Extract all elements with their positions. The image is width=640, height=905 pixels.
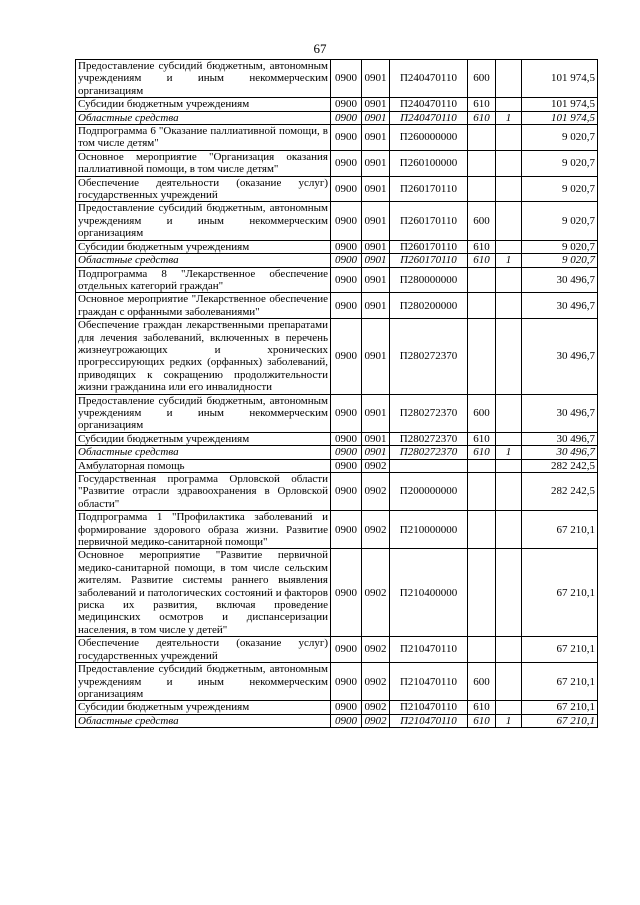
subsection-code-cell: 0901 <box>362 202 390 240</box>
item-name-cell: Субсидии бюджетным учреждениям <box>76 432 331 445</box>
amount-cell: 67 210,1 <box>522 511 598 549</box>
target-article-cell: П280272370 <box>390 446 468 459</box>
section-code-cell: 0900 <box>331 150 362 176</box>
amount-cell: 101 974,5 <box>522 98 598 111</box>
expense-type-cell: 610 <box>468 446 496 459</box>
expense-type-cell: 600 <box>468 60 496 98</box>
expense-type-cell: 600 <box>468 663 496 701</box>
subsection-code-cell: 0902 <box>362 459 390 472</box>
funding-source-cell: 1 <box>496 714 522 727</box>
expense-type-cell: 610 <box>468 432 496 445</box>
funding-source-cell <box>496 60 522 98</box>
subsection-code-cell: 0901 <box>362 125 390 151</box>
section-code-cell: 0900 <box>331 446 362 459</box>
funding-source-cell <box>496 701 522 714</box>
item-name-cell: Обеспечение граждан лекарственными препаратами для лечения заболеваний, включенных в перечень жизнеугрожающих и хронических прогрессирующих редких (орфанных) заболеваний, приводящих к сокращению продолжительности жизни гражданина или его инвалидности <box>76 319 331 394</box>
subsection-code-cell: 0901 <box>362 319 390 394</box>
target-article-cell: П280272370 <box>390 432 468 445</box>
target-article-cell: П260100000 <box>390 150 468 176</box>
subsection-code-cell: 0902 <box>362 473 390 511</box>
subsection-code-cell: 0901 <box>362 293 390 319</box>
expense-type-cell <box>468 267 496 293</box>
funding-source-cell <box>496 511 522 549</box>
funding-source-cell <box>496 394 522 432</box>
subsection-code-cell: 0902 <box>362 714 390 727</box>
target-article-cell: П260000000 <box>390 125 468 151</box>
section-code-cell: 0900 <box>331 701 362 714</box>
item-name-cell: Амбулаторная помощь <box>76 459 331 472</box>
expense-type-cell <box>468 176 496 202</box>
item-name-cell: Подпрограмма 1 "Профилактика заболеваний и формирование здорового образа жизни. Развитие первичной медико-санитарной помощи" <box>76 511 331 549</box>
table-row <box>76 459 598 472</box>
table-row <box>76 714 598 727</box>
section-code-cell: 0900 <box>331 176 362 202</box>
table-row <box>76 111 598 124</box>
target-article-cell: П280200000 <box>390 293 468 319</box>
funding-source-cell <box>496 267 522 293</box>
expense-type-cell <box>468 319 496 394</box>
subsection-code-cell: 0902 <box>362 511 390 549</box>
amount-cell: 67 210,1 <box>522 714 598 727</box>
amount-cell: 30 496,7 <box>522 293 598 319</box>
expense-type-cell: 610 <box>468 701 496 714</box>
target-article-cell: П210470110 <box>390 637 468 663</box>
table-row <box>76 98 598 111</box>
amount-cell: 9 020,7 <box>522 202 598 240</box>
funding-source-cell <box>496 125 522 151</box>
table-row <box>76 549 598 637</box>
item-name-cell: Областные средства <box>76 254 331 267</box>
item-name-cell: Субсидии бюджетным учреждениям <box>76 701 331 714</box>
subsection-code-cell: 0902 <box>362 637 390 663</box>
funding-source-cell <box>496 473 522 511</box>
item-name-cell: Основное мероприятие "Организация оказания паллиативной помощи, в том числе детям" <box>76 150 331 176</box>
target-article-cell: П210470110 <box>390 663 468 701</box>
table-row <box>76 663 598 701</box>
subsection-code-cell: 0901 <box>362 98 390 111</box>
section-code-cell: 0900 <box>331 60 362 98</box>
section-code-cell: 0900 <box>331 663 362 701</box>
subsection-code-cell: 0901 <box>362 111 390 124</box>
section-code-cell: 0900 <box>331 459 362 472</box>
target-article-cell: П240470110 <box>390 98 468 111</box>
expense-type-cell <box>468 511 496 549</box>
table-row <box>76 176 598 202</box>
expense-type-cell <box>468 293 496 319</box>
funding-source-cell <box>496 176 522 202</box>
table-row <box>76 446 598 459</box>
target-article-cell: П280000000 <box>390 267 468 293</box>
expense-type-cell: 610 <box>468 240 496 253</box>
item-name-cell: Субсидии бюджетным учреждениям <box>76 98 331 111</box>
funding-source-cell <box>496 240 522 253</box>
section-code-cell: 0900 <box>331 293 362 319</box>
amount-cell: 67 210,1 <box>522 663 598 701</box>
table-row <box>76 637 598 663</box>
expense-type-cell <box>468 549 496 637</box>
section-code-cell: 0900 <box>331 125 362 151</box>
target-article-cell: П210000000 <box>390 511 468 549</box>
funding-source-cell <box>496 637 522 663</box>
item-name-cell: Подпрограмма 6 "Оказание паллиативной помощи, в том числе детям" <box>76 125 331 151</box>
expense-type-cell <box>468 150 496 176</box>
table-row <box>76 394 598 432</box>
expense-type-cell: 610 <box>468 714 496 727</box>
funding-source-cell <box>496 98 522 111</box>
section-code-cell: 0900 <box>331 473 362 511</box>
table-row <box>76 701 598 714</box>
table-row <box>76 202 598 240</box>
funding-source-cell <box>496 202 522 240</box>
page-number: 67 <box>313 41 327 56</box>
item-name-cell: Предоставление субсидий бюджетным, автономным учреждениям и иным некоммерческим организациям <box>76 663 331 701</box>
item-name-cell: Областные средства <box>76 111 331 124</box>
amount-cell: 9 020,7 <box>522 150 598 176</box>
item-name-cell: Предоставление субсидий бюджетным, автономным учреждениям и иным некоммерческим организациям <box>76 202 331 240</box>
target-article-cell: П240470110 <box>390 60 468 98</box>
funding-source-cell <box>496 293 522 319</box>
subsection-code-cell: 0901 <box>362 150 390 176</box>
target-article-cell: П280272370 <box>390 394 468 432</box>
table-row <box>76 254 598 267</box>
expense-type-cell: 610 <box>468 111 496 124</box>
amount-cell: 9 020,7 <box>522 240 598 253</box>
table-row <box>76 319 598 394</box>
target-article-cell: П210470110 <box>390 714 468 727</box>
target-article-cell: П240470110 <box>390 111 468 124</box>
target-article-cell: П280272370 <box>390 319 468 394</box>
item-name-cell: Предоставление субсидий бюджетным, автономным учреждениям и иным некоммерческим организациям <box>76 60 331 98</box>
amount-cell: 67 210,1 <box>522 637 598 663</box>
expense-type-cell <box>468 473 496 511</box>
section-code-cell: 0900 <box>331 714 362 727</box>
subsection-code-cell: 0901 <box>362 394 390 432</box>
target-article-cell <box>390 459 468 472</box>
funding-source-cell <box>496 319 522 394</box>
amount-cell: 101 974,5 <box>522 60 598 98</box>
item-name-cell: Государственная программа Орловской области "Развитие отрасли здравоохранения в Орловской области" <box>76 473 331 511</box>
target-article-cell: П210470110 <box>390 701 468 714</box>
amount-cell: 9 020,7 <box>522 125 598 151</box>
subsection-code-cell: 0901 <box>362 432 390 445</box>
section-code-cell: 0900 <box>331 549 362 637</box>
funding-source-cell <box>496 432 522 445</box>
target-article-cell: П200000000 <box>390 473 468 511</box>
table-row <box>76 60 598 98</box>
funding-source-cell <box>496 549 522 637</box>
subsection-code-cell: 0902 <box>362 663 390 701</box>
amount-cell: 30 496,7 <box>522 394 598 432</box>
budget-table <box>75 59 598 728</box>
item-name-cell: Предоставление субсидий бюджетным, автономным учреждениям и иным некоммерческим организациям <box>76 394 331 432</box>
section-code-cell: 0900 <box>331 511 362 549</box>
section-code-cell: 0900 <box>331 240 362 253</box>
funding-source-cell: 1 <box>496 446 522 459</box>
section-code-cell: 0900 <box>331 637 362 663</box>
target-article-cell: П260170110 <box>390 202 468 240</box>
expense-type-cell: 610 <box>468 98 496 111</box>
expense-type-cell: 610 <box>468 254 496 267</box>
funding-source-cell <box>496 459 522 472</box>
target-article-cell: П210400000 <box>390 549 468 637</box>
item-name-cell: Подпрограмма 8 "Лекарственное обеспечение отдельных категорий граждан" <box>76 267 331 293</box>
funding-source-cell: 1 <box>496 254 522 267</box>
amount-cell: 67 210,1 <box>522 701 598 714</box>
section-code-cell: 0900 <box>331 202 362 240</box>
amount-cell: 30 496,7 <box>522 446 598 459</box>
section-code-cell: 0900 <box>331 111 362 124</box>
section-code-cell: 0900 <box>331 254 362 267</box>
amount-cell: 282 242,5 <box>522 473 598 511</box>
amount-cell: 30 496,7 <box>522 432 598 445</box>
subsection-code-cell: 0901 <box>362 446 390 459</box>
subsection-code-cell: 0901 <box>362 60 390 98</box>
target-article-cell: П260170110 <box>390 254 468 267</box>
target-article-cell: П260170110 <box>390 176 468 202</box>
expense-type-cell: 600 <box>468 394 496 432</box>
amount-cell: 9 020,7 <box>522 176 598 202</box>
subsection-code-cell: 0901 <box>362 176 390 202</box>
table-row <box>76 432 598 445</box>
table-row <box>76 293 598 319</box>
amount-cell: 67 210,1 <box>522 549 598 637</box>
table-body <box>76 60 598 728</box>
table-row <box>76 150 598 176</box>
subsection-code-cell: 0901 <box>362 254 390 267</box>
funding-source-cell <box>496 663 522 701</box>
section-code-cell: 0900 <box>331 98 362 111</box>
table-row <box>76 240 598 253</box>
funding-source-cell <box>496 150 522 176</box>
table-row <box>76 267 598 293</box>
section-code-cell: 0900 <box>331 394 362 432</box>
expense-type-cell <box>468 125 496 151</box>
subsection-code-cell: 0901 <box>362 267 390 293</box>
table-row <box>76 473 598 511</box>
item-name-cell: Обеспечение деятельности (оказание услуг) государственных учреждений <box>76 637 331 663</box>
expense-type-cell: 600 <box>468 202 496 240</box>
target-article-cell: П260170110 <box>390 240 468 253</box>
amount-cell: 30 496,7 <box>522 319 598 394</box>
section-code-cell: 0900 <box>331 319 362 394</box>
item-name-cell: Областные средства <box>76 714 331 727</box>
expense-type-cell <box>468 459 496 472</box>
expense-type-cell <box>468 637 496 663</box>
section-code-cell: 0900 <box>331 432 362 445</box>
item-name-cell: Обеспечение деятельности (оказание услуг) государственных учреждений <box>76 176 331 202</box>
amount-cell: 9 020,7 <box>522 254 598 267</box>
section-code-cell: 0900 <box>331 267 362 293</box>
item-name-cell: Субсидии бюджетным учреждениям <box>76 240 331 253</box>
item-name-cell: Областные средства <box>76 446 331 459</box>
subsection-code-cell: 0902 <box>362 549 390 637</box>
amount-cell: 101 974,5 <box>522 111 598 124</box>
table-row <box>76 511 598 549</box>
item-name-cell: Основное мероприятие "Развитие первичной медико-санитарной помощи, в том числе сельским жителям. Развитие системы раннего выявления заболеваний и патологических состояний и факторов риска их развития, включая проведение медицинских осмотров и диспансеризации населения, в том числе у детей" <box>76 549 331 637</box>
table-row <box>76 125 598 151</box>
subsection-code-cell: 0902 <box>362 701 390 714</box>
amount-cell: 30 496,7 <box>522 267 598 293</box>
amount-cell: 282 242,5 <box>522 459 598 472</box>
item-name-cell: Основное мероприятие "Лекарственное обеспечение граждан с орфанными заболеваниями" <box>76 293 331 319</box>
funding-source-cell: 1 <box>496 111 522 124</box>
subsection-code-cell: 0901 <box>362 240 390 253</box>
